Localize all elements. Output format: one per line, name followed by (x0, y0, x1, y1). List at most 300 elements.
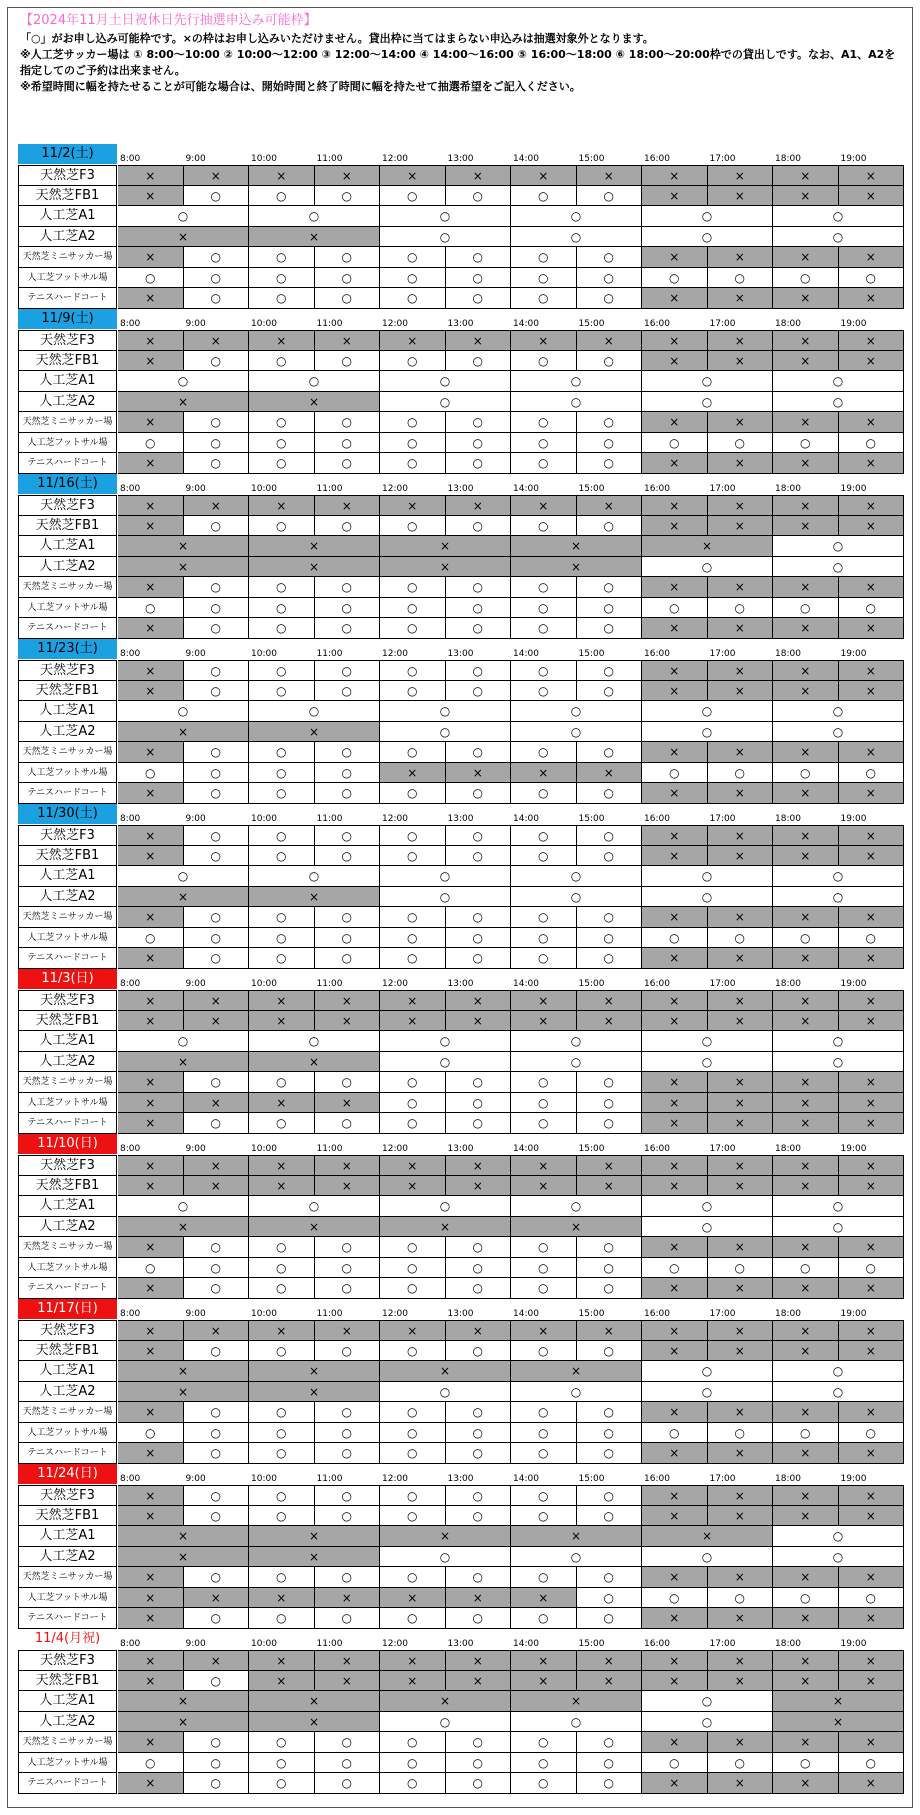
available-slot[interactable]: ○ (249, 1485, 315, 1506)
available-slot[interactable]: ○ (511, 618, 577, 639)
available-slot[interactable]: ○ (249, 742, 315, 763)
available-slot[interactable]: ○ (642, 371, 773, 392)
available-slot[interactable]: ○ (315, 186, 381, 207)
available-slot[interactable]: ○ (577, 453, 643, 474)
available-slot[interactable]: ○ (249, 618, 315, 639)
available-slot[interactable]: ○ (773, 1526, 904, 1547)
available-slot[interactable]: ○ (642, 1361, 773, 1382)
available-slot[interactable]: ○ (249, 1258, 315, 1279)
available-slot[interactable]: ○ (511, 577, 577, 598)
available-slot[interactable]: ○ (249, 1423, 315, 1444)
available-slot[interactable]: ○ (249, 351, 315, 372)
available-slot[interactable]: ○ (773, 392, 904, 413)
available-slot[interactable]: ○ (380, 887, 511, 908)
available-slot[interactable]: ○ (249, 948, 315, 969)
available-slot[interactable]: ○ (315, 948, 381, 969)
available-slot[interactable]: ○ (511, 1712, 642, 1733)
available-slot[interactable]: ○ (511, 1402, 577, 1423)
available-slot[interactable]: ○ (511, 453, 577, 474)
available-slot[interactable]: ○ (315, 1423, 381, 1444)
available-slot[interactable]: ○ (315, 1443, 381, 1464)
available-slot[interactable]: ○ (380, 1402, 446, 1423)
available-slot[interactable]: ○ (642, 1712, 773, 1733)
available-slot[interactable]: ○ (118, 928, 184, 949)
available-slot[interactable]: ○ (642, 866, 773, 887)
available-slot[interactable]: ○ (773, 1547, 904, 1568)
available-slot[interactable]: ○ (380, 247, 446, 268)
available-slot[interactable]: ○ (446, 1443, 512, 1464)
available-slot[interactable]: ○ (118, 1031, 249, 1052)
available-slot[interactable]: ○ (249, 598, 315, 619)
available-slot[interactable]: ○ (511, 186, 577, 207)
available-slot[interactable]: ○ (380, 412, 446, 433)
available-slot[interactable]: ○ (773, 928, 839, 949)
available-slot[interactable]: ○ (642, 1031, 773, 1052)
available-slot[interactable]: ○ (577, 1773, 643, 1794)
available-slot[interactable]: ○ (773, 206, 904, 227)
available-slot[interactable]: ○ (315, 825, 381, 846)
available-slot[interactable]: ○ (249, 433, 315, 454)
available-slot[interactable]: ○ (380, 1072, 446, 1093)
available-slot[interactable]: ○ (184, 1753, 250, 1774)
available-slot[interactable]: ○ (446, 1753, 512, 1774)
available-slot[interactable]: ○ (118, 701, 249, 722)
available-slot[interactable]: ○ (118, 371, 249, 392)
available-slot[interactable]: ○ (380, 1341, 446, 1362)
available-slot[interactable]: ○ (446, 1341, 512, 1362)
available-slot[interactable]: ○ (511, 1258, 577, 1279)
available-slot[interactable]: ○ (577, 351, 643, 372)
available-slot[interactable]: ○ (773, 268, 839, 289)
available-slot[interactable]: ○ (446, 516, 512, 537)
available-slot[interactable]: ○ (315, 1113, 381, 1134)
available-slot[interactable]: ○ (380, 907, 446, 928)
available-slot[interactable]: ○ (839, 268, 905, 289)
available-slot[interactable]: ○ (773, 1258, 839, 1279)
available-slot[interactable]: ○ (642, 928, 708, 949)
available-slot[interactable]: ○ (315, 928, 381, 949)
available-slot[interactable]: ○ (708, 1753, 774, 1774)
available-slot[interactable]: ○ (249, 866, 380, 887)
available-slot[interactable]: ○ (118, 1753, 184, 1774)
available-slot[interactable]: ○ (642, 557, 773, 578)
available-slot[interactable]: ○ (708, 1423, 774, 1444)
available-slot[interactable]: ○ (577, 268, 643, 289)
available-slot[interactable]: ○ (184, 1072, 250, 1093)
available-slot[interactable]: ○ (511, 1547, 642, 1568)
available-slot[interactable]: ○ (249, 268, 315, 289)
available-slot[interactable]: ○ (249, 1072, 315, 1093)
available-slot[interactable]: ○ (577, 783, 643, 804)
available-slot[interactable]: ○ (380, 1113, 446, 1134)
available-slot[interactable]: ○ (577, 1608, 643, 1629)
available-slot[interactable]: ○ (773, 722, 904, 743)
available-slot[interactable]: ○ (577, 742, 643, 763)
available-slot[interactable]: ○ (380, 1567, 446, 1588)
available-slot[interactable]: ○ (446, 1258, 512, 1279)
available-slot[interactable]: ○ (380, 206, 511, 227)
available-slot[interactable]: ○ (249, 412, 315, 433)
available-slot[interactable]: ○ (577, 1278, 643, 1299)
available-slot[interactable]: ○ (511, 825, 577, 846)
available-slot[interactable]: ○ (118, 1258, 184, 1279)
available-slot[interactable]: ○ (380, 948, 446, 969)
available-slot[interactable]: ○ (118, 268, 184, 289)
available-slot[interactable]: ○ (511, 928, 577, 949)
available-slot[interactable]: ○ (773, 1031, 904, 1052)
available-slot[interactable]: ○ (446, 288, 512, 309)
available-slot[interactable]: ○ (380, 598, 446, 619)
available-slot[interactable]: ○ (642, 1052, 773, 1073)
available-slot[interactable]: ○ (773, 887, 904, 908)
available-slot[interactable]: ○ (446, 907, 512, 928)
available-slot[interactable]: ○ (184, 1278, 250, 1299)
available-slot[interactable]: ○ (642, 1691, 773, 1712)
available-slot[interactable]: ○ (511, 1423, 577, 1444)
available-slot[interactable]: ○ (380, 1712, 511, 1733)
available-slot[interactable]: ○ (184, 577, 250, 598)
available-slot[interactable]: ○ (315, 660, 381, 681)
available-slot[interactable]: ○ (315, 763, 381, 784)
available-slot[interactable]: ○ (446, 846, 512, 867)
available-slot[interactable]: ○ (446, 1237, 512, 1258)
available-slot[interactable]: ○ (249, 701, 380, 722)
available-slot[interactable]: ○ (511, 268, 577, 289)
available-slot[interactable]: ○ (315, 1773, 381, 1794)
available-slot[interactable]: ○ (380, 1382, 511, 1403)
available-slot[interactable]: ○ (511, 227, 642, 248)
available-slot[interactable]: ○ (118, 433, 184, 454)
available-slot[interactable]: ○ (511, 948, 577, 969)
available-slot[interactable]: ○ (446, 783, 512, 804)
available-slot[interactable]: ○ (511, 1113, 577, 1134)
available-slot[interactable]: ○ (577, 577, 643, 598)
available-slot[interactable]: ○ (315, 1072, 381, 1093)
available-slot[interactable]: ○ (380, 1278, 446, 1299)
available-slot[interactable]: ○ (446, 948, 512, 969)
available-slot[interactable]: ○ (380, 577, 446, 598)
available-slot[interactable]: ○ (184, 948, 250, 969)
available-slot[interactable]: ○ (446, 1423, 512, 1444)
available-slot[interactable]: ○ (118, 598, 184, 619)
available-slot[interactable]: ○ (577, 1258, 643, 1279)
available-slot[interactable]: ○ (773, 1217, 904, 1238)
available-slot[interactable]: ○ (511, 1278, 577, 1299)
available-slot[interactable]: ○ (773, 433, 839, 454)
available-slot[interactable]: ○ (511, 1196, 642, 1217)
available-slot[interactable]: ○ (315, 433, 381, 454)
available-slot[interactable]: ○ (577, 1567, 643, 1588)
available-slot[interactable]: ○ (577, 681, 643, 702)
available-slot[interactable]: ○ (511, 846, 577, 867)
available-slot[interactable]: ○ (577, 186, 643, 207)
available-slot[interactable]: ○ (577, 1423, 643, 1444)
available-slot[interactable]: ○ (511, 247, 577, 268)
available-slot[interactable]: ○ (446, 742, 512, 763)
available-slot[interactable]: ○ (249, 206, 380, 227)
available-slot[interactable]: ○ (511, 701, 642, 722)
available-slot[interactable]: ○ (642, 701, 773, 722)
available-slot[interactable]: ○ (380, 1608, 446, 1629)
available-slot[interactable]: ○ (184, 268, 250, 289)
available-slot[interactable]: ○ (184, 1113, 250, 1134)
available-slot[interactable]: ○ (315, 453, 381, 474)
available-slot[interactable]: ○ (642, 1258, 708, 1279)
available-slot[interactable]: ○ (380, 660, 446, 681)
available-slot[interactable]: ○ (577, 1443, 643, 1464)
available-slot[interactable]: ○ (577, 1506, 643, 1527)
available-slot[interactable]: ○ (446, 1072, 512, 1093)
available-slot[interactable]: ○ (511, 907, 577, 928)
available-slot[interactable]: ○ (249, 186, 315, 207)
available-slot[interactable]: ○ (380, 701, 511, 722)
available-slot[interactable]: ○ (446, 681, 512, 702)
available-slot[interactable]: ○ (446, 660, 512, 681)
available-slot[interactable]: ○ (446, 412, 512, 433)
available-slot[interactable]: ○ (446, 453, 512, 474)
available-slot[interactable]: ○ (249, 577, 315, 598)
available-slot[interactable]: ○ (315, 681, 381, 702)
available-slot[interactable]: ○ (380, 1093, 446, 1114)
available-slot[interactable]: ○ (446, 928, 512, 949)
available-slot[interactable]: ○ (249, 660, 315, 681)
available-slot[interactable]: ○ (184, 660, 250, 681)
available-slot[interactable]: ○ (577, 1072, 643, 1093)
available-slot[interactable]: ○ (249, 1196, 380, 1217)
available-slot[interactable]: ○ (577, 618, 643, 639)
available-slot[interactable]: ○ (708, 928, 774, 949)
available-slot[interactable]: ○ (773, 371, 904, 392)
available-slot[interactable]: ○ (642, 392, 773, 413)
available-slot[interactable]: ○ (249, 1506, 315, 1527)
available-slot[interactable]: ○ (446, 1608, 512, 1629)
available-slot[interactable]: ○ (446, 1773, 512, 1794)
available-slot[interactable]: ○ (511, 1052, 642, 1073)
available-slot[interactable]: ○ (839, 598, 905, 619)
available-slot[interactable]: ○ (839, 1753, 905, 1774)
available-slot[interactable]: ○ (184, 783, 250, 804)
available-slot[interactable]: ○ (577, 1485, 643, 1506)
available-slot[interactable]: ○ (249, 1113, 315, 1134)
available-slot[interactable]: ○ (380, 288, 446, 309)
available-slot[interactable]: ○ (315, 1506, 381, 1527)
available-slot[interactable]: ○ (642, 1547, 773, 1568)
available-slot[interactable]: ○ (380, 1052, 511, 1073)
available-slot[interactable]: ○ (184, 846, 250, 867)
available-slot[interactable]: ○ (511, 412, 577, 433)
available-slot[interactable]: ○ (184, 433, 250, 454)
available-slot[interactable]: ○ (380, 928, 446, 949)
available-slot[interactable]: ○ (249, 371, 380, 392)
available-slot[interactable]: ○ (773, 763, 839, 784)
available-slot[interactable]: ○ (184, 907, 250, 928)
available-slot[interactable]: ○ (577, 1113, 643, 1134)
available-slot[interactable]: ○ (577, 1588, 643, 1609)
available-slot[interactable]: ○ (642, 1217, 773, 1238)
available-slot[interactable]: ○ (380, 1506, 446, 1527)
available-slot[interactable]: ○ (511, 660, 577, 681)
available-slot[interactable]: ○ (249, 247, 315, 268)
available-slot[interactable]: ○ (511, 783, 577, 804)
available-slot[interactable]: ○ (184, 247, 250, 268)
available-slot[interactable]: ○ (380, 1258, 446, 1279)
available-slot[interactable]: ○ (446, 577, 512, 598)
available-slot[interactable]: ○ (773, 227, 904, 248)
available-slot[interactable]: ○ (184, 1506, 250, 1527)
available-slot[interactable]: ○ (184, 516, 250, 537)
available-slot[interactable]: ○ (315, 1732, 381, 1753)
available-slot[interactable]: ○ (446, 1567, 512, 1588)
available-slot[interactable]: ○ (184, 1671, 250, 1692)
available-slot[interactable]: ○ (773, 1753, 839, 1774)
available-slot[interactable]: ○ (577, 247, 643, 268)
available-slot[interactable]: ○ (380, 453, 446, 474)
available-slot[interactable]: ○ (642, 433, 708, 454)
available-slot[interactable]: ○ (839, 1258, 905, 1279)
available-slot[interactable]: ○ (380, 722, 511, 743)
available-slot[interactable]: ○ (511, 1093, 577, 1114)
available-slot[interactable]: ○ (577, 1093, 643, 1114)
available-slot[interactable]: ○ (446, 351, 512, 372)
available-slot[interactable]: ○ (839, 928, 905, 949)
available-slot[interactable]: ○ (577, 1732, 643, 1753)
available-slot[interactable]: ○ (315, 288, 381, 309)
available-slot[interactable]: ○ (315, 247, 381, 268)
available-slot[interactable]: ○ (249, 1443, 315, 1464)
available-slot[interactable]: ○ (184, 928, 250, 949)
available-slot[interactable]: ○ (184, 1341, 250, 1362)
available-slot[interactable]: ○ (249, 1031, 380, 1052)
available-slot[interactable]: ○ (380, 1773, 446, 1794)
available-slot[interactable]: ○ (642, 598, 708, 619)
available-slot[interactable]: ○ (511, 1237, 577, 1258)
available-slot[interactable]: ○ (249, 1278, 315, 1299)
available-slot[interactable]: ○ (249, 763, 315, 784)
available-slot[interactable]: ○ (642, 1588, 708, 1609)
available-slot[interactable]: ○ (577, 412, 643, 433)
available-slot[interactable]: ○ (511, 681, 577, 702)
available-slot[interactable]: ○ (446, 1732, 512, 1753)
available-slot[interactable]: ○ (642, 763, 708, 784)
available-slot[interactable]: ○ (315, 412, 381, 433)
available-slot[interactable]: ○ (446, 247, 512, 268)
available-slot[interactable]: ○ (380, 1753, 446, 1774)
available-slot[interactable]: ○ (511, 288, 577, 309)
available-slot[interactable]: ○ (577, 1341, 643, 1362)
available-slot[interactable]: ○ (315, 1567, 381, 1588)
available-slot[interactable]: ○ (380, 1423, 446, 1444)
available-slot[interactable]: ○ (839, 1423, 905, 1444)
available-slot[interactable]: ○ (511, 742, 577, 763)
available-slot[interactable]: ○ (446, 598, 512, 619)
available-slot[interactable]: ○ (511, 1506, 577, 1527)
available-slot[interactable]: ○ (773, 1052, 904, 1073)
available-slot[interactable]: ○ (380, 1237, 446, 1258)
available-slot[interactable]: ○ (249, 1753, 315, 1774)
available-slot[interactable]: ○ (184, 1608, 250, 1629)
available-slot[interactable]: ○ (511, 371, 642, 392)
available-slot[interactable]: ○ (118, 1423, 184, 1444)
available-slot[interactable]: ○ (577, 948, 643, 969)
available-slot[interactable]: ○ (249, 681, 315, 702)
available-slot[interactable]: ○ (380, 351, 446, 372)
available-slot[interactable]: ○ (511, 1485, 577, 1506)
available-slot[interactable]: ○ (773, 866, 904, 887)
available-slot[interactable]: ○ (446, 186, 512, 207)
available-slot[interactable]: ○ (380, 1547, 511, 1568)
available-slot[interactable]: ○ (249, 1608, 315, 1629)
available-slot[interactable]: ○ (380, 783, 446, 804)
available-slot[interactable]: ○ (249, 1732, 315, 1753)
available-slot[interactable]: ○ (315, 268, 381, 289)
available-slot[interactable]: ○ (511, 1382, 642, 1403)
available-slot[interactable]: ○ (446, 1278, 512, 1299)
available-slot[interactable]: ○ (511, 866, 642, 887)
available-slot[interactable]: ○ (773, 536, 904, 557)
available-slot[interactable]: ○ (511, 516, 577, 537)
available-slot[interactable]: ○ (708, 1258, 774, 1279)
available-slot[interactable]: ○ (380, 392, 511, 413)
available-slot[interactable]: ○ (315, 1278, 381, 1299)
available-slot[interactable]: ○ (773, 557, 904, 578)
available-slot[interactable]: ○ (839, 433, 905, 454)
available-slot[interactable]: ○ (184, 1443, 250, 1464)
available-slot[interactable]: ○ (249, 1237, 315, 1258)
available-slot[interactable]: ○ (773, 1196, 904, 1217)
available-slot[interactable]: ○ (708, 598, 774, 619)
available-slot[interactable]: ○ (708, 433, 774, 454)
available-slot[interactable]: ○ (118, 866, 249, 887)
available-slot[interactable]: ○ (315, 1258, 381, 1279)
available-slot[interactable]: ○ (184, 288, 250, 309)
available-slot[interactable]: ○ (184, 742, 250, 763)
available-slot[interactable]: ○ (184, 598, 250, 619)
available-slot[interactable]: ○ (511, 1031, 642, 1052)
available-slot[interactable]: ○ (511, 1732, 577, 1753)
available-slot[interactable]: ○ (315, 1608, 381, 1629)
available-slot[interactable]: ○ (446, 433, 512, 454)
available-slot[interactable]: ○ (249, 907, 315, 928)
available-slot[interactable]: ○ (380, 742, 446, 763)
available-slot[interactable]: ○ (380, 618, 446, 639)
available-slot[interactable]: ○ (184, 412, 250, 433)
available-slot[interactable]: ○ (642, 1423, 708, 1444)
available-slot[interactable]: ○ (249, 825, 315, 846)
available-slot[interactable]: ○ (511, 1753, 577, 1774)
available-slot[interactable]: ○ (511, 1773, 577, 1794)
available-slot[interactable]: ○ (315, 351, 381, 372)
available-slot[interactable]: ○ (773, 1361, 904, 1382)
available-slot[interactable]: ○ (184, 1423, 250, 1444)
available-slot[interactable]: ○ (118, 206, 249, 227)
available-slot[interactable]: ○ (642, 722, 773, 743)
available-slot[interactable]: ○ (577, 907, 643, 928)
available-slot[interactable]: ○ (577, 660, 643, 681)
available-slot[interactable]: ○ (708, 268, 774, 289)
available-slot[interactable]: ○ (380, 227, 511, 248)
available-slot[interactable]: ○ (511, 206, 642, 227)
available-slot[interactable]: ○ (184, 453, 250, 474)
available-slot[interactable]: ○ (249, 928, 315, 949)
available-slot[interactable]: ○ (577, 1753, 643, 1774)
available-slot[interactable]: ○ (380, 186, 446, 207)
available-slot[interactable]: ○ (184, 681, 250, 702)
available-slot[interactable]: ○ (380, 371, 511, 392)
available-slot[interactable]: ○ (642, 887, 773, 908)
available-slot[interactable]: ○ (446, 618, 512, 639)
available-slot[interactable]: ○ (249, 1402, 315, 1423)
available-slot[interactable]: ○ (249, 516, 315, 537)
